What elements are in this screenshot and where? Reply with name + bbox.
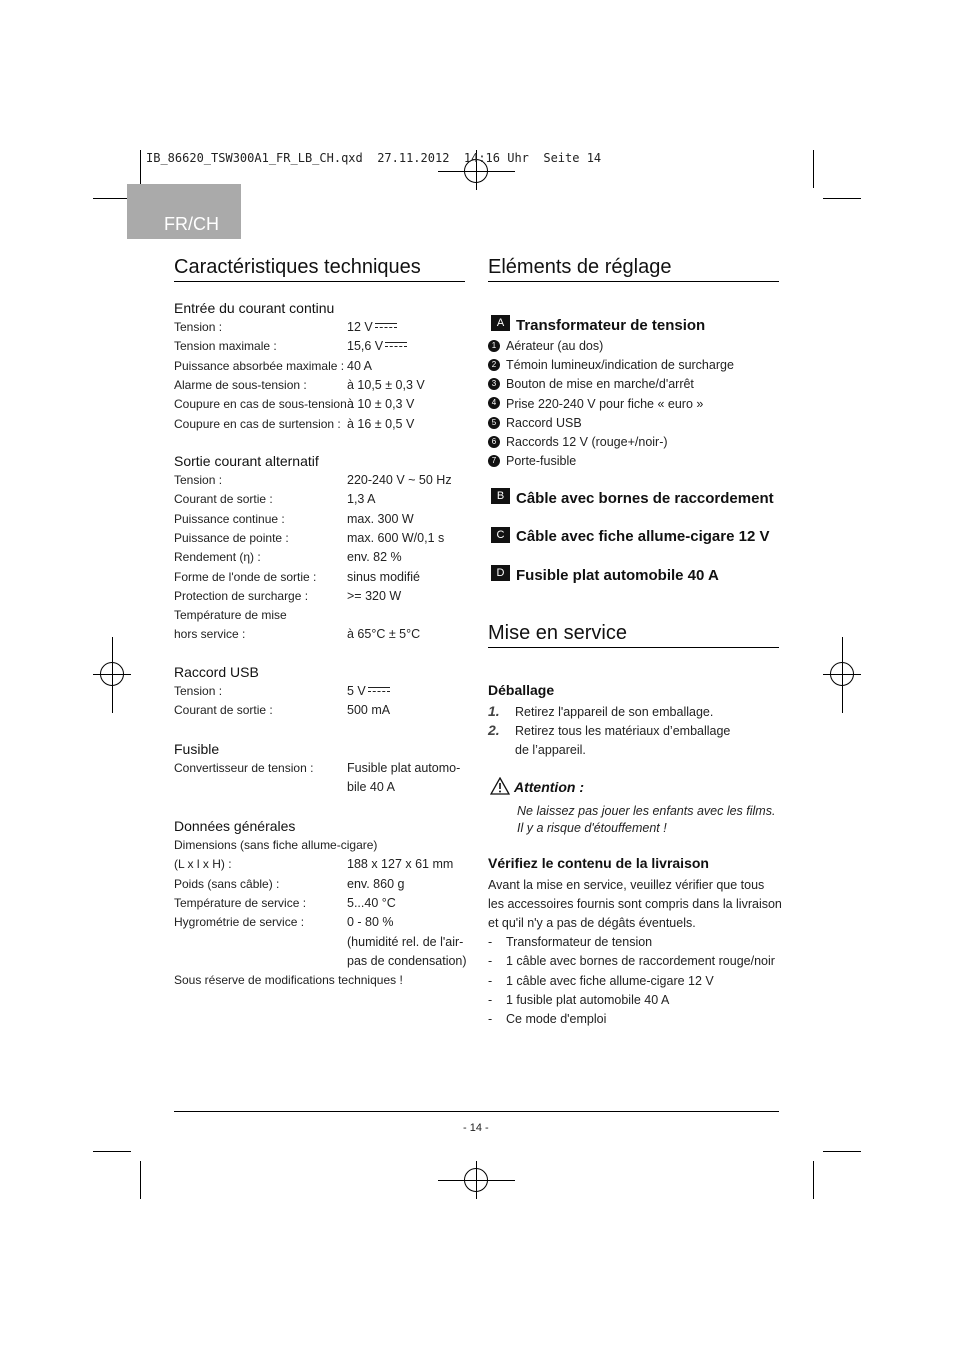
spec-label: Tension : [174,684,223,698]
spec-value-text: à 10 ± 0,3 V [347,397,415,412]
spec-label: Puissance de pointe : [174,530,289,545]
spec-value [347,877,404,891]
list-bullet: - [488,973,493,988]
verify-text: Avant la mise en service, veuillez vérifier que tous [488,878,765,892]
spec-value-text: à 16 ± 0,5 V [347,416,415,431]
spec-value-text: 220-240 V ~ 50 Hz [347,473,452,487]
step-text: Retirez tous les matériaux d’emballage [515,724,731,738]
spec-value [347,570,420,584]
part-number-badge: 1 [488,340,500,352]
crop-mark [140,1161,141,1199]
part-label: Prise 220-240 V pour fiche « euro » [506,396,704,411]
dc-symbol-icon [375,323,397,331]
spec-section-heading: Fusible [174,741,220,757]
spec-value-text: 15,6 V [347,339,384,354]
list-bullet: - [488,1012,493,1027]
spec-value-text: pas de condensation) [347,953,467,968]
part-label: Aérateur (au dos) [506,339,604,353]
unpack-heading: Déballage [488,682,555,698]
spec-value-text: à 10,5 ± 0,3 V [347,377,425,392]
spec-label: Sous réserve de modifications techniques ! [174,973,403,988]
contents-item: 1 fusible plat automobile 40 A [506,992,670,1007]
crop-mark [823,1151,861,1152]
spec-value [347,589,401,603]
part-number-badge: 5 [488,417,500,429]
spec-value [347,915,394,929]
file-slug: IB_86620_TSW300A1_FR_LB_CH.qxd 27.11.2012 14:16 Uhr Seite 14 [146,151,602,165]
crop-mark [813,150,814,188]
page-number: - 14 - [463,1122,489,1134]
spec-value [347,492,376,506]
list-bullet: - [488,954,493,969]
footer-rule [174,1111,779,1112]
spec-value [347,397,414,411]
step-number: 2. [488,722,500,738]
part-label: Bouton de mise en marche/d'arrêt [506,377,694,392]
attention-text: Ne laissez pas jouer les enfants avec les films. [517,804,776,818]
title-rule [488,647,779,648]
spec-value-text: env. 82 % [347,550,402,565]
spec-value [347,339,407,353]
spec-value-text: env. 860 g [347,876,405,891]
spec-value-text: Fusible plat automo- [347,761,461,775]
spec-label: Forme de l'onde de sortie : [174,569,317,584]
part-item [488,377,694,391]
group-a-title: Transformateur de tension [516,317,706,334]
registration-circle [100,662,124,686]
spec-value-text: 500 mA [347,703,391,718]
spec-section-heading: Données générales [174,818,296,834]
language-label: FR/CH [164,214,219,234]
crop-mark [813,1161,814,1199]
list-bullet: - [488,992,493,1007]
step-text: de l’appareil. [515,743,586,757]
group-d-title: Fusible plat automobile 40 A [516,567,719,584]
spec-label: Température de mise [174,608,287,623]
title-rule [174,281,465,282]
badge-a: A [491,315,510,331]
group-b-title: Câble avec bornes de raccordement [516,490,774,507]
step-number: 1. [488,703,500,719]
part-label: Témoin lumineux/indication de surcharge [506,358,734,373]
verify-text: les accessoires fournis sont compris dans la livraison [488,897,782,911]
spec-value-text: max. 300 W [347,511,414,526]
registration-circle [830,662,854,686]
spec-value-text: >= 320 W [347,588,402,603]
step-text: Retirez l'appareil de son emballage. [515,705,714,719]
spec-value-text: 0 - 80 % [347,915,394,930]
part-item [488,454,576,468]
spec-section-heading: Sortie courant alternatif [174,453,319,469]
crop-mark [93,198,131,199]
spec-label: Poids (sans câble) : [174,876,280,891]
spec-label: Courant de sortie : [174,703,273,718]
spec-value-text: bile 40 A [347,780,395,795]
spec-label: hors service : [174,627,246,642]
spec-label: (L x l x H) : [174,857,232,872]
part-item [488,339,603,353]
crop-mark [823,198,861,199]
spec-label: Tension maximale : [174,339,277,354]
spec-value [347,320,397,334]
spec-value-text: 12 V [347,320,373,334]
spec-value-text: 40 A [347,358,373,373]
contents-item: Ce mode d'emploi [506,1012,607,1027]
spec-label: Courant de sortie : [174,492,273,507]
spec-value [347,896,396,910]
spec-value-text: (humidité rel. de l'air- [347,934,464,949]
part-label: Raccord USB [506,415,582,430]
startup-title: Mise en service [488,622,627,644]
spec-value [347,761,460,775]
part-number-badge: 6 [488,436,500,448]
contents-item: 1 câble avec bornes de raccordement rouge/noir [506,954,775,969]
part-number-badge: 2 [488,359,500,371]
part-item [488,358,734,372]
spec-label: Température de service : [174,895,307,910]
list-bullet: - [488,935,493,949]
spec-value [347,512,414,526]
spec-label: Dimensions (sans fiche allume-cigare) [174,838,378,852]
part-number-badge: 4 [488,397,500,409]
verify-text: et qu'il n'y a pas de dégâts éventuels. [488,916,696,930]
spec-label: Coupure en cas de sous-tension : [174,397,354,412]
crop-mark [93,1151,131,1152]
spec-value [347,417,414,431]
spec-label: Convertisseur de tension : [174,761,314,775]
contents-item: Transformateur de tension [506,935,653,949]
part-item [488,435,668,449]
dc-symbol-icon [385,342,407,350]
spec-value-text: max. 600 W/0,1 s [347,530,445,545]
group-c-title: Câble avec fiche allume-cigare 12 V [516,528,770,545]
spec-value [347,857,453,871]
spec-value [347,550,402,564]
spec-value [347,954,467,968]
spec-section-heading: Raccord USB [174,664,259,680]
spec-value-text: 5...40 °C [347,895,396,910]
verify-heading: Vérifiez le contenu de la livraison [488,855,709,871]
tech-specs-title: Caractéristiques techniques [174,256,421,278]
registration-circle [464,1168,488,1192]
title-rule [488,281,779,282]
spec-value [347,684,390,698]
warning-icon [490,777,510,795]
badge-b: B [491,488,510,504]
attention-text: Il y a risque d'étouffement ! [517,821,667,835]
part-label: Porte-fusible [506,454,577,469]
controls-title: Eléments de réglage [488,256,672,278]
spec-value-text: 1,3 A [347,492,376,507]
part-label: Raccords 12 V (rouge+/noir-) [506,435,668,449]
spec-section-heading: Entrée du courant continu [174,300,335,316]
part-item [488,416,582,430]
part-number-badge: 7 [488,455,500,467]
badge-c: C [491,527,510,543]
spec-value [347,703,390,717]
spec-value [347,935,463,949]
part-item [488,397,703,411]
spec-label: Tension : [174,473,223,487]
spec-value-text: sinus modifié [347,569,420,584]
spec-label: Puissance continue : [174,511,285,526]
spec-label: Protection de surcharge : [174,588,309,603]
spec-label: Tension : [174,320,223,334]
spec-value [347,359,372,373]
spec-value [347,627,420,641]
spec-label: Puissance absorbée maximale : [174,358,345,373]
spec-value-text: à 65°C ± 5°C [347,627,421,642]
contents-item: 1 câble avec fiche allume-cigare 12 V [506,973,714,988]
spec-value [347,473,452,487]
badge-d: D [491,565,510,581]
spec-label: Coupure en cas de surtension : [174,416,341,431]
spec-label: Rendement (η) : [174,550,261,565]
spec-value [347,378,425,392]
spec-value-text: 188 x 127 x 61 mm [347,857,454,872]
attention-label: Attention : [514,779,584,795]
part-number-badge: 3 [488,378,500,390]
spec-label: Alarme de sous-tension : [174,377,307,392]
spec-value [347,531,444,545]
dc-symbol-icon [368,687,390,695]
spec-label: Hygrométrie de service : [174,915,305,930]
spec-value-text: 5 V [347,684,366,698]
crop-mark [140,150,141,188]
spec-value [347,780,395,794]
language-tab [127,184,241,239]
